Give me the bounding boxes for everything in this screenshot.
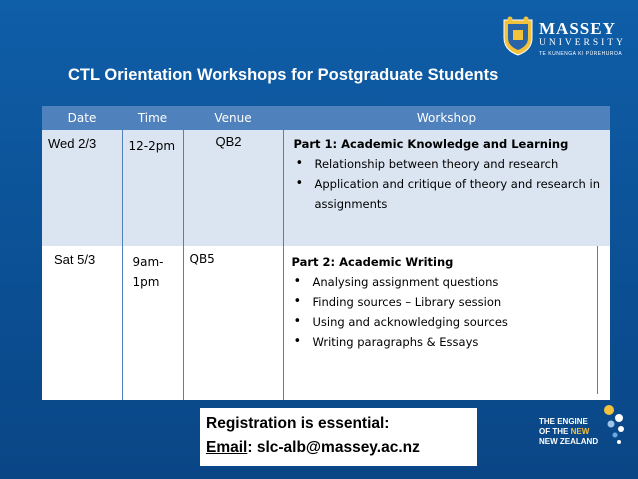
email-line <box>206 436 477 460</box>
header-time: Time <box>122 106 183 130</box>
workshop-cell <box>283 130 610 246</box>
workshop-title: Part 1: Academic Knowledge and Learning <box>293 137 569 151</box>
venue-text: QB2 <box>215 134 242 149</box>
workshop-title: Part 2: Academic Writing <box>291 255 454 269</box>
logo-line-1: MASSEY <box>539 19 616 38</box>
header-venue: Venue <box>183 106 283 130</box>
venue-cell <box>183 130 283 246</box>
list-item: • Using and acknowledging sources <box>313 312 603 332</box>
logo-line-2: UNIVERSITY <box>539 38 626 48</box>
table-row <box>42 130 610 246</box>
engine-line-2 <box>539 427 589 436</box>
massey-logo <box>501 12 629 62</box>
list-item: • Application and critique of theory and research in assignments <box>315 174 603 214</box>
time-cell: 12-2pm <box>122 130 183 246</box>
email-label: Email <box>206 439 248 456</box>
list-item: • Analysing assignment questions <box>313 272 603 292</box>
engine-logo <box>539 404 635 456</box>
logo-line-3: TE KUNENGA KI PŪREHUROA <box>539 51 623 57</box>
date-cell: Sat 5/3 <box>42 246 122 400</box>
engine-line-3: NEW ZEALAND <box>539 437 599 446</box>
engine-new: NEW <box>570 427 590 436</box>
registration-line: Registration is essential: <box>206 415 390 432</box>
slide-title: CTL Orientation Workshops for Postgraduate Students <box>68 66 499 84</box>
engine-line-1: THE ENGINE <box>539 417 588 426</box>
email-address: : slc-alb@massey.ac.nz <box>247 439 420 456</box>
header-workshop: Workshop <box>283 106 610 130</box>
venue-cell <box>183 246 283 400</box>
crest-icon <box>501 16 535 56</box>
time-line-1: 9am- <box>132 255 164 269</box>
table-row <box>42 246 610 400</box>
dots-icon <box>597 404 627 450</box>
table-header-row <box>42 106 610 130</box>
registration-box <box>200 408 477 466</box>
column-divider <box>597 246 598 394</box>
venue-text: QB5 <box>189 252 215 266</box>
workshop-cell <box>283 246 610 400</box>
workshop-table <box>42 106 610 389</box>
list-item: • Finding sources – Library session <box>313 292 603 312</box>
workshop-bullets <box>292 272 603 352</box>
time-cell <box>122 246 183 400</box>
workshop-bullets <box>294 154 603 214</box>
time-line-2: 1pm <box>132 275 160 289</box>
list-item: • Writing paragraphs & Essays <box>313 332 603 352</box>
header-date: Date <box>42 106 122 130</box>
date-cell: Wed 2/3 <box>42 130 122 246</box>
list-item: • Relationship between theory and research <box>315 154 603 174</box>
engine-line-2a: OF THE <box>539 427 569 436</box>
